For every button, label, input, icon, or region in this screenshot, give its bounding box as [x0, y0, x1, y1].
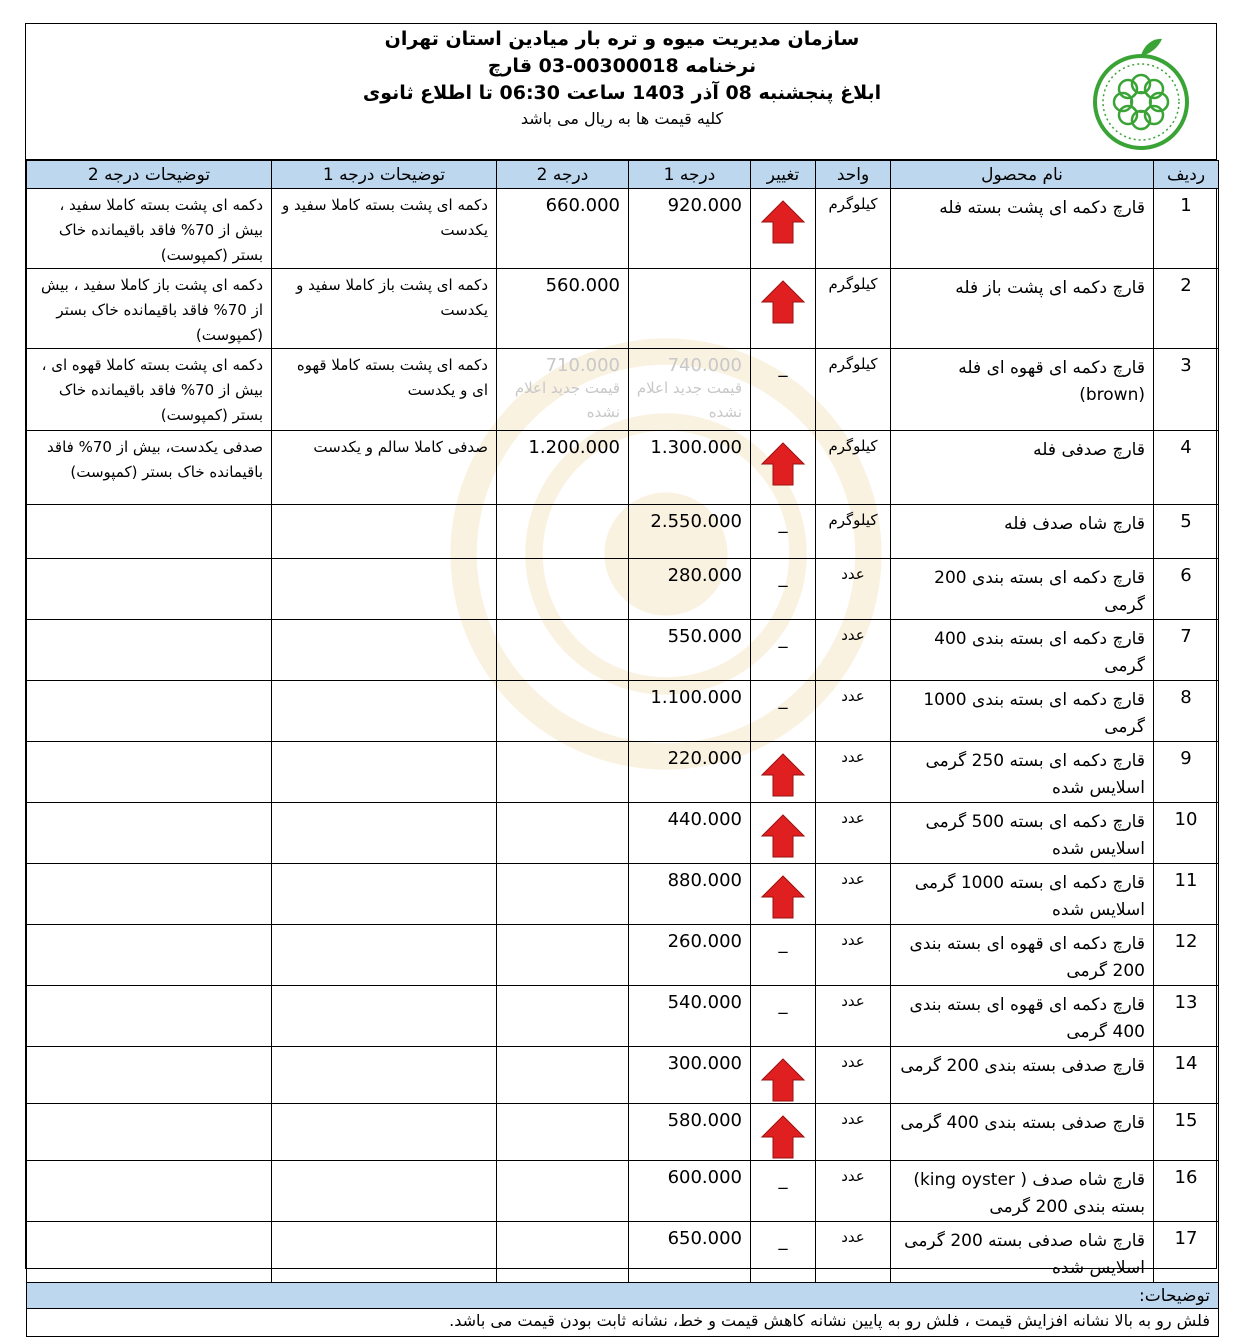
- grade2-price: [497, 1104, 629, 1161]
- unit-cell: عدد: [816, 1047, 891, 1104]
- grade2-price: [497, 620, 629, 681]
- row-index: 5: [1154, 505, 1219, 559]
- change-cell: [751, 505, 816, 559]
- change-cell: [751, 1104, 816, 1161]
- grade2-description: [27, 742, 272, 803]
- price-table: [26, 160, 1219, 1337]
- table-row: [27, 269, 1219, 349]
- change-cell: [751, 1222, 816, 1283]
- grade2-price: [497, 986, 629, 1047]
- notes-text: فلش رو به بالا نشانه افزایش قیمت ، فلش رو به پایین نشانه کاهش قیمت و خط، نشانه ثابت بودن قیمت می باشد.: [27, 1309, 1219, 1337]
- faded-price: 740.000: [667, 355, 742, 376]
- row-index: 8: [1154, 681, 1219, 742]
- table-row: [27, 1161, 1219, 1222]
- row-index: 15: [1154, 1104, 1219, 1161]
- no-change-dash: _: [778, 933, 788, 954]
- red-up-arrow-icon: [760, 441, 806, 487]
- red-up-arrow-icon: [760, 1114, 806, 1160]
- grade2-price: [497, 925, 629, 986]
- grade2-description: [27, 1104, 272, 1161]
- grade2-price: [497, 1161, 629, 1222]
- notes-heading: توضیحات:: [27, 1283, 1219, 1309]
- grade1-price: 580.000: [629, 1104, 751, 1161]
- grade2-description: [27, 681, 272, 742]
- grade1-description: دکمه ای پشت بسته کاملا سفید و یکدست: [272, 189, 497, 269]
- change-cell: [751, 1047, 816, 1104]
- grade1-price: 260.000: [629, 925, 751, 986]
- change-cell: [751, 986, 816, 1047]
- document-header: [26, 24, 1216, 160]
- grade2-description: دکمه ای پشت بسته کاملا سفید ، بیش از 70% فاقد باقیمانده خاک بستر (کمپوست): [27, 189, 272, 269]
- product-name: قارچ شاه صدف فله: [891, 505, 1154, 559]
- table-row: [27, 620, 1219, 681]
- grade1-description: [272, 559, 497, 620]
- unit-cell: عدد: [816, 620, 891, 681]
- column-header-desc2: توضیحات درجه 2: [27, 161, 272, 189]
- unit-cell: عدد: [816, 1161, 891, 1222]
- row-index: 13: [1154, 986, 1219, 1047]
- grade1-description: صدفی کاملا سالم و یکدست: [272, 431, 497, 505]
- product-name: قارچ شاه صدفی بسته 200 گرمی اسلایس شده: [891, 1222, 1154, 1283]
- table-row: [27, 925, 1219, 986]
- no-change-dash: _: [778, 513, 788, 534]
- grade2-price: [497, 681, 629, 742]
- change-cell: [751, 620, 816, 681]
- grade1-price: 1.100.000: [629, 681, 751, 742]
- no-change-dash: _: [778, 689, 788, 710]
- grade2-description: [27, 1047, 272, 1104]
- product-name: قارچ دکمه ای قهوه ای فله (brown): [891, 349, 1154, 431]
- change-cell: [751, 925, 816, 986]
- product-name: قارچ دکمه ای پشت باز فله: [891, 269, 1154, 349]
- no-change-dash: _: [778, 567, 788, 588]
- grade1-price: 540.000: [629, 986, 751, 1047]
- unit-cell: عدد: [816, 803, 891, 864]
- grade2-description: [27, 620, 272, 681]
- grade2-description: [27, 925, 272, 986]
- product-name: قارچ دکمه ای بسته بندی 400 گرمی: [891, 620, 1154, 681]
- change-cell: [751, 742, 816, 803]
- unit-cell: عدد: [816, 1222, 891, 1283]
- row-index: 6: [1154, 559, 1219, 620]
- row-index: 14: [1154, 1047, 1219, 1104]
- notes-heading-row: [27, 1283, 1219, 1309]
- grade1-description: دکمه ای پشت باز کاملا سفید و یکدست: [272, 269, 497, 349]
- grade2-description: [27, 1161, 272, 1222]
- grade1-price: 920.000: [629, 189, 751, 269]
- grade2-price: [497, 559, 629, 620]
- grade2-price: 660.000: [497, 189, 629, 269]
- table-row: [27, 803, 1219, 864]
- product-name: قارچ صدفی فله: [891, 431, 1154, 505]
- unit-cell: کیلوگرم: [816, 349, 891, 431]
- row-index: 1: [1154, 189, 1219, 269]
- grade1-price: 650.000: [629, 1222, 751, 1283]
- table-row: [27, 681, 1219, 742]
- row-index: 3: [1154, 349, 1219, 431]
- red-up-arrow-icon: [760, 874, 806, 920]
- change-cell: [751, 269, 816, 349]
- product-name: قارچ صدفی بسته بندی 200 گرمی: [891, 1047, 1154, 1104]
- grade1-price: 2.550.000: [629, 505, 751, 559]
- grade1-price: 220.000: [629, 742, 751, 803]
- table-row: [27, 1222, 1219, 1283]
- column-header-desc1: توضیحات درجه 1: [272, 161, 497, 189]
- price-sheet: [25, 23, 1217, 1330]
- change-cell: [751, 1161, 816, 1222]
- row-index: 4: [1154, 431, 1219, 505]
- unit-cell: عدد: [816, 559, 891, 620]
- grade1-price: 550.000: [629, 620, 751, 681]
- grade2-description: [27, 505, 272, 559]
- column-header-index: ردیف: [1154, 161, 1219, 189]
- grade1-price: [629, 269, 751, 349]
- grade1-description: [272, 1222, 497, 1283]
- product-name: قارچ دکمه ای پشت بسته فله: [891, 189, 1154, 269]
- grade1-price: [629, 349, 751, 431]
- table-row: [27, 1104, 1219, 1161]
- table-row: [27, 742, 1219, 803]
- grade1-description: [272, 742, 497, 803]
- table-row: [27, 864, 1219, 925]
- product-name: قارچ دکمه ای قهوه ای بسته بندی 400 گرمی: [891, 986, 1154, 1047]
- no-change-dash: _: [778, 357, 788, 378]
- row-index: 12: [1154, 925, 1219, 986]
- change-cell: [751, 559, 816, 620]
- table-row: [27, 431, 1219, 505]
- price-not-announced-note: قیمت جدید اعلام نشده: [636, 379, 742, 421]
- column-header-unit: واحد: [816, 161, 891, 189]
- grade2-price: [497, 505, 629, 559]
- organization-logo-icon: [1086, 34, 1196, 152]
- table-row: [27, 505, 1219, 559]
- unit-cell: عدد: [816, 925, 891, 986]
- grade2-description: [27, 803, 272, 864]
- grade2-price: [497, 803, 629, 864]
- row-index: 7: [1154, 620, 1219, 681]
- table-body: [27, 189, 1219, 1283]
- unit-cell: عدد: [816, 986, 891, 1047]
- grade2-description: [27, 864, 272, 925]
- product-name: قارچ دکمه ای بسته بندی 200 گرمی: [891, 559, 1154, 620]
- row-index: 10: [1154, 803, 1219, 864]
- grade2-price: [497, 1047, 629, 1104]
- change-cell: [751, 803, 816, 864]
- grade2-description: دکمه ای پشت باز کاملا سفید ، بیش از 70% فاقد باقیمانده خاک بستر (کمپوست): [27, 269, 272, 349]
- faded-price: 710.000: [545, 355, 620, 376]
- table-row: [27, 559, 1219, 620]
- grade2-price: 560.000: [497, 269, 629, 349]
- product-name: قارچ دکمه ای بسته 1000 گرمی اسلایس شده: [891, 864, 1154, 925]
- grade1-description: [272, 681, 497, 742]
- grade2-description: [27, 1222, 272, 1283]
- grade1-price: 880.000: [629, 864, 751, 925]
- price-not-announced-note: قیمت جدید اعلام نشده: [514, 379, 620, 421]
- unit-cell: کیلوگرم: [816, 189, 891, 269]
- grade1-price: 440.000: [629, 803, 751, 864]
- no-change-dash: _: [778, 994, 788, 1015]
- no-change-dash: _: [778, 1169, 788, 1190]
- row-index: 16: [1154, 1161, 1219, 1222]
- table-header-row: [27, 161, 1219, 189]
- product-name: قارچ دکمه ای بسته 250 گرمی اسلایس شده: [891, 742, 1154, 803]
- organization-title: سازمان مدیریت میوه و تره بار میادین استان تهران: [384, 28, 860, 50]
- product-name: قارچ شاه صدف ( king oyster) بسته بندی 200 گرمی: [891, 1161, 1154, 1222]
- grade1-price: 1.300.000: [629, 431, 751, 505]
- grade2-price: [497, 864, 629, 925]
- grade1-description: [272, 803, 497, 864]
- red-up-arrow-icon: [760, 752, 806, 798]
- red-up-arrow-icon: [760, 279, 806, 325]
- grade1-description: [272, 1104, 497, 1161]
- table-row: [27, 986, 1219, 1047]
- red-up-arrow-icon: [760, 199, 806, 245]
- row-index: 9: [1154, 742, 1219, 803]
- product-name: قارچ دکمه ای قهوه ای بسته بندی 200 گرمی: [891, 925, 1154, 986]
- red-up-arrow-icon: [760, 813, 806, 859]
- table-row: [27, 349, 1219, 431]
- grade1-description: [272, 620, 497, 681]
- price-list-number: نرخنامه 00300018-03 قارچ: [487, 55, 757, 77]
- grade2-price: [497, 349, 629, 431]
- unit-cell: عدد: [816, 864, 891, 925]
- grade1-price: 300.000: [629, 1047, 751, 1104]
- unit-cell: کیلوگرم: [816, 431, 891, 505]
- row-index: 2: [1154, 269, 1219, 349]
- unit-cell: کیلوگرم: [816, 269, 891, 349]
- grade2-description: [27, 559, 272, 620]
- grade2-description: [27, 986, 272, 1047]
- currency-note: کلیه قیمت ها به ریال می باشد: [520, 109, 724, 128]
- grade1-description: [272, 1047, 497, 1104]
- product-name: قارچ صدفی بسته بندی 400 گرمی: [891, 1104, 1154, 1161]
- announcement-date: ابلاغ پنجشنبه 08 آذر 1403 ساعت 06:30 تا اطلاع ثانوی: [362, 82, 882, 104]
- notes-body-row: [27, 1309, 1219, 1337]
- grade2-price: [497, 1222, 629, 1283]
- column-header-grade1: درجه 1: [629, 161, 751, 189]
- grade1-description: [272, 864, 497, 925]
- red-up-arrow-icon: [760, 1057, 806, 1103]
- grade1-description: [272, 925, 497, 986]
- change-cell: [751, 189, 816, 269]
- change-cell: [751, 681, 816, 742]
- change-cell: [751, 431, 816, 505]
- no-change-dash: _: [778, 1230, 788, 1251]
- grade1-price: 600.000: [629, 1161, 751, 1222]
- grade1-description: [272, 986, 497, 1047]
- unit-cell: کیلوگرم: [816, 505, 891, 559]
- grade2-price: 1.200.000: [497, 431, 629, 505]
- table-row: [27, 1047, 1219, 1104]
- product-name: قارچ دکمه ای بسته 500 گرمی اسلایس شده: [891, 803, 1154, 864]
- column-header-grade2: درجه 2: [497, 161, 629, 189]
- grade1-description: [272, 505, 497, 559]
- grade2-price: [497, 742, 629, 803]
- column-header-name: نام محصول: [891, 161, 1154, 189]
- unit-cell: عدد: [816, 742, 891, 803]
- unit-cell: عدد: [816, 1104, 891, 1161]
- product-name: قارچ دکمه ای بسته بندی 1000 گرمی: [891, 681, 1154, 742]
- change-cell: [751, 349, 816, 431]
- row-index: 11: [1154, 864, 1219, 925]
- grade1-description: [272, 1161, 497, 1222]
- grade1-price: 280.000: [629, 559, 751, 620]
- row-index: 17: [1154, 1222, 1219, 1283]
- change-cell: [751, 864, 816, 925]
- grade1-description: دکمه ای پشت بسته کاملا قهوه ای و یکدست: [272, 349, 497, 431]
- no-change-dash: _: [778, 628, 788, 649]
- grade2-description: دکمه ای پشت بسته کاملا قهوه ای ، بیش از 70% فاقد باقیمانده خاک بستر (کمپوست): [27, 349, 272, 431]
- column-header-change: تغییر: [751, 161, 816, 189]
- table-row: [27, 189, 1219, 269]
- unit-cell: عدد: [816, 681, 891, 742]
- grade2-description: صدفی یکدست، بیش از 70% فاقد باقیمانده خاک بستر (کمپوست): [27, 431, 272, 505]
